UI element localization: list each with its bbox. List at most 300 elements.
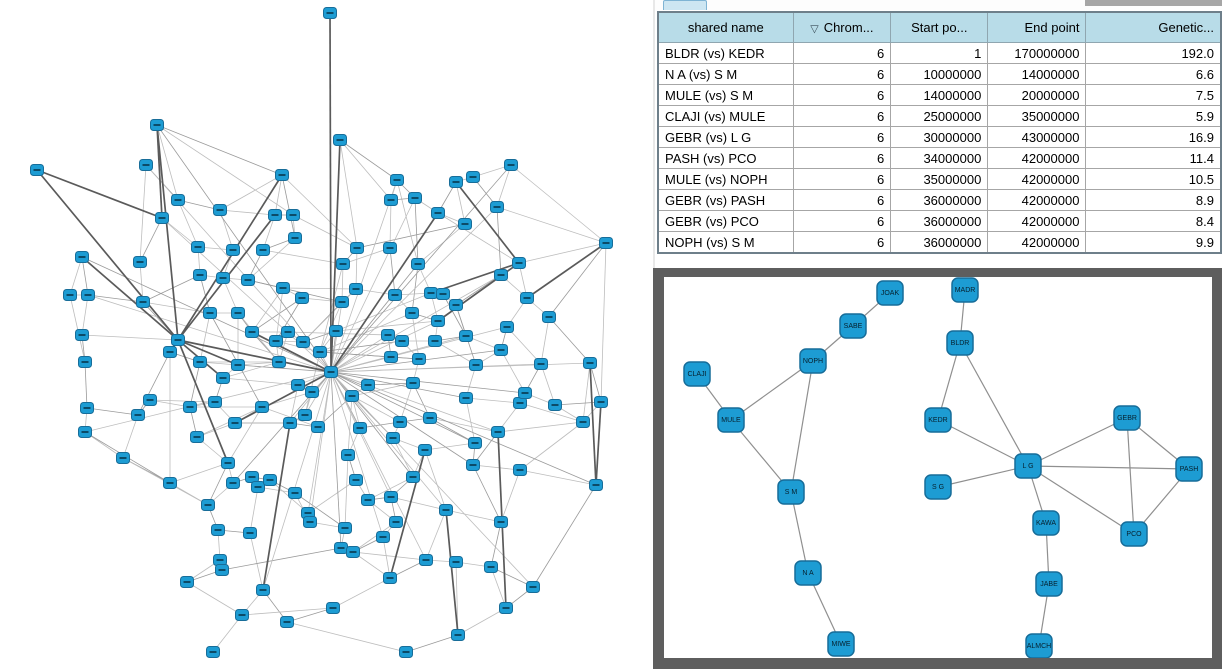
network-edge[interactable] [497, 207, 606, 243]
network-edge-highlighted[interactable] [263, 423, 290, 590]
network-node-label [194, 436, 201, 438]
network-edge[interactable] [520, 470, 596, 485]
network-edge[interactable] [123, 415, 138, 458]
table-cell[interactable]: 6 [793, 127, 891, 148]
network-node-label [552, 404, 559, 406]
network-node-label [220, 277, 227, 279]
network-edge[interactable] [491, 522, 501, 567]
network-edge[interactable] [178, 200, 198, 247]
subnetwork-node-noph[interactable] [800, 349, 826, 373]
network-edge[interactable] [353, 552, 426, 560]
table-cell[interactable]: 8.4 [1086, 211, 1221, 232]
network-edge[interactable] [501, 470, 520, 522]
table-cell[interactable]: 14000000 [891, 85, 988, 106]
network-node-label [357, 427, 364, 429]
table-row[interactable] [658, 85, 1221, 106]
network-node-label [522, 392, 529, 394]
network-edge-highlighted[interactable] [178, 175, 282, 340]
network-edge[interactable] [391, 497, 446, 510]
subnetwork-node-kedr[interactable] [925, 408, 951, 432]
subnetwork-node-kawa[interactable] [1033, 511, 1059, 535]
network-edge[interactable] [473, 465, 520, 470]
subnetwork-canvas-bg [664, 277, 1212, 658]
network-node-label [295, 384, 302, 386]
network-node-label [453, 181, 460, 183]
network-edge[interactable] [187, 582, 242, 615]
network-edge[interactable] [170, 463, 228, 483]
table-cell[interactable]: 8.9 [1086, 190, 1221, 211]
collapsed-tab[interactable] [663, 0, 707, 10]
subnetwork-node-label: L G [1022, 463, 1034, 470]
network-edge[interactable] [497, 207, 501, 275]
network-node-label [387, 577, 394, 579]
network-node-label [388, 356, 395, 358]
column-header-3[interactable]: End point [988, 12, 1086, 43]
network-edge-highlighted[interactable] [330, 13, 331, 372]
network-node-label [470, 464, 477, 466]
table-cell[interactable]: 42000000 [988, 232, 1086, 254]
subnetwork-node-label: PCO [1126, 531, 1142, 538]
table-cell[interactable]: 36000000 [891, 190, 988, 211]
network-node-label [453, 561, 460, 563]
network-node-label [399, 340, 406, 342]
table-cell[interactable]: 6 [793, 64, 891, 85]
attribute-table [657, 11, 1222, 254]
network-node-label [327, 12, 334, 14]
table-row[interactable] [658, 211, 1221, 232]
table-cell[interactable]: 35000000 [891, 169, 988, 190]
table-cell[interactable]: 6 [793, 148, 891, 169]
network-node-label [428, 292, 435, 294]
network-node-label [220, 377, 227, 379]
network-node-label [388, 199, 395, 201]
network-node-label [337, 139, 344, 141]
subnetwork-node-label: GEBR [1117, 415, 1137, 422]
network-node-label [235, 364, 242, 366]
network-edge[interactable] [549, 317, 590, 363]
network-node-label [365, 384, 372, 386]
subnetwork-node-joak[interactable] [877, 281, 903, 305]
network-edge[interactable] [88, 295, 143, 302]
table-row[interactable] [658, 232, 1221, 254]
network-node-label [167, 351, 174, 353]
network-edge[interactable] [333, 578, 390, 608]
table-cell[interactable]: NOPH (vs) S M [658, 232, 793, 254]
network-edge-highlighted[interactable] [527, 243, 606, 298]
network-edge[interactable] [242, 608, 333, 615]
table-cell[interactable]: GEBR (vs) L G [658, 127, 793, 148]
network-node-label [340, 263, 347, 265]
table-cell[interactable]: 6 [793, 85, 891, 106]
network-node-label [455, 634, 462, 636]
subnetwork-node-label: S G [931, 484, 945, 491]
table-cell[interactable]: MULE (vs) NOPH [658, 169, 793, 190]
network-node-label [435, 212, 442, 214]
table-row[interactable] [658, 43, 1221, 64]
subnetwork-node-jabe[interactable] [1036, 572, 1062, 596]
network-node-label [279, 174, 286, 176]
network-node-label [427, 417, 434, 419]
subnetwork-edge[interactable] [960, 343, 1028, 466]
filter-icon[interactable]: ▽ [810, 23, 819, 35]
network-edge[interactable] [466, 398, 475, 443]
network-node-label [249, 476, 256, 478]
network-node-label [280, 287, 287, 289]
network-node-label [167, 482, 174, 484]
network-node-label [593, 484, 600, 486]
subnetwork-node-s-g[interactable] [925, 475, 951, 499]
subnetwork-edge[interactable] [1028, 418, 1127, 466]
network-node-label [82, 361, 89, 363]
network-node-label [292, 492, 299, 494]
network-edge[interactable] [541, 317, 549, 364]
table-cell[interactable]: PASH (vs) PCO [658, 148, 793, 169]
table-cell[interactable]: 6.6 [1086, 64, 1221, 85]
network-edge[interactable] [340, 140, 357, 248]
network-node-label [184, 581, 191, 583]
subnetwork-node-label: PASH [1179, 466, 1199, 473]
subnetwork-node-label: NOPH [802, 358, 824, 365]
network-edge[interactable] [425, 443, 475, 450]
network-edge-highlighted[interactable] [37, 170, 162, 218]
network-node-label [330, 607, 337, 609]
table-cell[interactable]: 36000000 [891, 211, 988, 232]
network-node-label [380, 536, 387, 538]
network-edge-highlighted[interactable] [37, 170, 178, 340]
table-cell[interactable]: 11.4 [1086, 148, 1221, 169]
network-node-label [197, 361, 204, 363]
network-node-label [230, 482, 237, 484]
table-row[interactable] [658, 169, 1221, 190]
network-node-label [219, 569, 226, 571]
table-cell[interactable]: GEBR (vs) PASH [658, 190, 793, 211]
subnetwork-node-pash[interactable] [1176, 457, 1202, 481]
network-node-label [517, 469, 524, 471]
network-edge[interactable] [497, 165, 511, 207]
column-header-0[interactable]: shared name [658, 12, 793, 43]
network-edge[interactable] [250, 533, 263, 590]
network-node-label [272, 214, 279, 216]
network-node-label [302, 414, 309, 416]
table-cell[interactable]: 6 [793, 190, 891, 211]
table-cell[interactable]: 6 [793, 232, 891, 254]
network-edge-highlighted[interactable] [157, 125, 178, 340]
network-node-label [473, 364, 480, 366]
network-edge[interactable] [601, 243, 606, 402]
network-node-label [495, 431, 502, 433]
table-cell[interactable]: 42000000 [988, 169, 1086, 190]
network-node-label [159, 217, 166, 219]
network-node-label [300, 341, 307, 343]
horizontal-scrollbar-thumb[interactable] [1085, 0, 1222, 6]
table-cell[interactable]: 9.9 [1086, 232, 1221, 254]
network-node-label [317, 351, 324, 353]
network-edge[interactable] [456, 275, 501, 305]
subnetwork-node-label: MIWE [831, 641, 851, 648]
subnetwork-node-sabe[interactable] [840, 314, 866, 338]
network-edge-highlighted[interactable] [82, 257, 178, 340]
network-node-label [470, 176, 477, 178]
network-node-label [342, 527, 349, 529]
network-edge[interactable] [248, 238, 295, 280]
table-cell[interactable]: 5.9 [1086, 106, 1221, 127]
network-node-label [385, 334, 392, 336]
table-row[interactable] [658, 190, 1221, 211]
network-node-label [494, 206, 501, 208]
table-cell[interactable]: 14000000 [988, 64, 1086, 85]
network-node-label [67, 294, 74, 296]
subnetwork-node-label: S M [784, 489, 798, 496]
network-edge[interactable] [356, 248, 357, 289]
network-node-label [147, 399, 154, 401]
network-node-label [349, 395, 356, 397]
network-node-label [212, 401, 219, 403]
table-cell[interactable]: 34000000 [891, 148, 988, 169]
table-row[interactable] [658, 64, 1221, 85]
network-node-label [247, 532, 254, 534]
subnetwork-node-miwe[interactable] [828, 632, 854, 656]
table-cell[interactable]: 6 [793, 169, 891, 190]
table-cell[interactable]: 7.5 [1086, 85, 1221, 106]
network-node-label [415, 263, 422, 265]
subnetwork-canvas[interactable] [664, 277, 1212, 658]
network-node-label [453, 304, 460, 306]
network-node-label [260, 249, 267, 251]
subnetwork-node-label: SABE [843, 323, 863, 330]
network-edge[interactable] [282, 175, 295, 238]
network-node-label [187, 406, 194, 408]
subnetwork-node-pco[interactable] [1121, 522, 1147, 546]
network-node-label [267, 479, 274, 481]
network-edge[interactable] [466, 398, 520, 403]
table-toolbar-strip [655, 0, 1222, 10]
network-node-label [345, 454, 352, 456]
subnetwork-node-label: CLAJI [687, 371, 707, 378]
network-node-label [503, 607, 510, 609]
network-edge[interactable] [383, 537, 390, 578]
network-node-label [140, 301, 147, 303]
network-edge[interactable] [418, 224, 465, 264]
table-cell[interactable]: 10000000 [891, 64, 988, 85]
network-node-label [120, 457, 127, 459]
subnetwork-edge[interactable] [1028, 466, 1189, 469]
subnetwork-node-gebr[interactable] [1114, 406, 1140, 430]
subnetwork-node-label: KAWA [1035, 520, 1057, 527]
network-node-label [259, 406, 266, 408]
network-edge[interactable] [220, 210, 275, 215]
network-edge[interactable] [250, 487, 258, 533]
network-node-label [403, 651, 410, 653]
network-edge[interactable] [345, 455, 348, 528]
subnetwork-node-bldr[interactable] [947, 331, 973, 355]
network-edge[interactable] [208, 463, 228, 505]
table-cell[interactable]: 6 [793, 211, 891, 232]
table-cell[interactable]: 16.9 [1086, 127, 1221, 148]
network-edge[interactable] [220, 175, 282, 210]
network-node-label [435, 320, 442, 322]
table-cell[interactable]: 1 [891, 43, 988, 64]
table-cell[interactable]: 192.0 [1086, 43, 1221, 64]
network-node-label [409, 312, 416, 314]
network-node-label [175, 199, 182, 201]
network-node-label [34, 169, 41, 171]
network-node-label [412, 197, 419, 199]
subnetwork-node-l-g[interactable] [1015, 454, 1041, 478]
network-edge[interactable] [446, 510, 501, 522]
network-node-label [305, 512, 312, 514]
network-edge[interactable] [228, 407, 262, 463]
network-edge[interactable] [390, 248, 395, 295]
network-node-label [353, 479, 360, 481]
network-node-label [338, 547, 345, 549]
network-node-label [580, 421, 587, 423]
network-edge[interactable] [583, 363, 590, 422]
network-node-label [230, 249, 237, 251]
network-node-label [410, 476, 417, 478]
network-node-label [587, 362, 594, 364]
table-cell[interactable]: N A (vs) S M [658, 64, 793, 85]
network-edge[interactable] [252, 298, 302, 332]
network-edge[interactable] [438, 213, 519, 263]
network-edge[interactable] [501, 350, 525, 393]
table-cell[interactable]: 36000000 [891, 232, 988, 254]
network-node-label [195, 246, 202, 248]
network-node-label [397, 421, 404, 423]
network-node-label [472, 442, 479, 444]
network-edge[interactable] [222, 548, 341, 570]
network-node-label [309, 391, 316, 393]
table-cell[interactable]: 43000000 [988, 127, 1086, 148]
table-cell[interactable]: 20000000 [988, 85, 1086, 106]
network-edge[interactable] [412, 313, 419, 359]
table-cell[interactable]: MULE (vs) S M [658, 85, 793, 106]
network-node-label [79, 334, 86, 336]
table-cell[interactable]: 42000000 [988, 190, 1086, 211]
subnetwork-node-s-m[interactable] [778, 480, 804, 504]
attribute-table-panel [655, 0, 1222, 268]
network-edge[interactable] [498, 422, 583, 432]
table-cell[interactable]: 35000000 [988, 106, 1086, 127]
subnetwork-node-n-a[interactable] [795, 561, 821, 585]
table-cell[interactable]: BLDR (vs) KEDR [658, 43, 793, 64]
network-node-label [205, 504, 212, 506]
network-node-label [538, 363, 545, 365]
network-edge[interactable] [331, 363, 590, 372]
network-edge[interactable] [331, 372, 475, 443]
column-header-4[interactable]: Genetic... [1086, 12, 1221, 43]
network-node-label [353, 288, 360, 290]
subnetwork-node-almch[interactable] [1026, 634, 1052, 658]
subnetwork-node-madr[interactable] [952, 278, 978, 302]
table-cell[interactable]: 42000000 [988, 148, 1086, 169]
network-edge[interactable] [287, 622, 406, 652]
network-edge[interactable] [352, 396, 400, 422]
network-edge[interactable] [190, 362, 200, 407]
column-header-2[interactable]: Start po... [891, 12, 988, 43]
network-node-label [508, 164, 515, 166]
table-cell[interactable]: 170000000 [988, 43, 1086, 64]
network-edge[interactable] [140, 218, 162, 262]
network-edge[interactable] [520, 422, 583, 470]
network-node-label [154, 124, 161, 126]
network-node-label [463, 397, 470, 399]
network-node-label [239, 614, 246, 616]
network-node-label [249, 331, 256, 333]
table-cell[interactable]: 10.5 [1086, 169, 1221, 190]
network-edge[interactable] [157, 125, 282, 175]
network-edge[interactable] [140, 165, 146, 262]
network-edge[interactable] [425, 450, 446, 510]
network-node-label [416, 358, 423, 360]
network-edge[interactable] [511, 165, 606, 243]
network-edge[interactable] [85, 362, 87, 408]
network-node-label [410, 382, 417, 384]
subnetwork-node-label: N A [802, 570, 814, 577]
network-edge[interactable] [406, 635, 458, 652]
network-edge[interactable] [200, 313, 210, 362]
network-edge[interactable] [541, 364, 555, 405]
table-cell[interactable]: 6 [793, 106, 891, 127]
subnetwork-node-mule[interactable] [718, 408, 744, 432]
table-row[interactable] [658, 127, 1221, 148]
network-node-label [137, 261, 144, 263]
network-node-label [197, 274, 204, 276]
network-edge[interactable] [458, 608, 506, 635]
network-node-label [315, 426, 322, 428]
network-node-label [217, 209, 224, 211]
table-row[interactable] [658, 106, 1221, 127]
network-edge[interactable] [283, 288, 356, 289]
subnetwork-edge[interactable] [1127, 418, 1134, 534]
subnetwork-node-label: JABE [1040, 581, 1058, 588]
network-edge[interactable] [348, 396, 352, 455]
network-node-label [287, 422, 294, 424]
subnetwork-node-claji[interactable] [684, 362, 710, 386]
network-node-label [292, 237, 299, 239]
network-node-label [443, 509, 450, 511]
table-cell[interactable]: CLAJI (vs) MULE [658, 106, 793, 127]
table-row[interactable] [658, 148, 1221, 169]
table-cell[interactable]: 25000000 [891, 106, 988, 127]
column-header-1[interactable]: ▽ Chrom... [793, 12, 891, 43]
network-edge[interactable] [82, 335, 178, 340]
table-cell[interactable]: GEBR (vs) PCO [658, 211, 793, 232]
network-node-label [82, 431, 89, 433]
table-cell[interactable]: 6 [793, 43, 891, 64]
network-node-label [207, 312, 214, 314]
subnetwork-edge[interactable] [791, 361, 813, 492]
network-node-label [299, 297, 306, 299]
network-node-label [276, 361, 283, 363]
network-node-label [504, 326, 511, 328]
network-edge[interactable] [473, 465, 501, 522]
network-node-label [393, 521, 400, 523]
subnetwork-node-label: MADR [954, 287, 976, 294]
network-edge[interactable] [223, 378, 298, 385]
network-node-label [350, 551, 357, 553]
network-edge[interactable] [87, 408, 138, 415]
network-node-label [84, 407, 91, 409]
network-node-label [245, 279, 252, 281]
table-cell[interactable]: 30000000 [891, 127, 988, 148]
network-edge[interactable] [426, 510, 446, 560]
table-cell[interactable]: 42000000 [988, 211, 1086, 232]
network-node-label [598, 401, 605, 403]
network-edge[interactable] [533, 485, 596, 587]
network-edge[interactable] [293, 215, 357, 248]
network-node-label [462, 223, 469, 225]
network-edge-highlighted[interactable] [596, 402, 601, 485]
